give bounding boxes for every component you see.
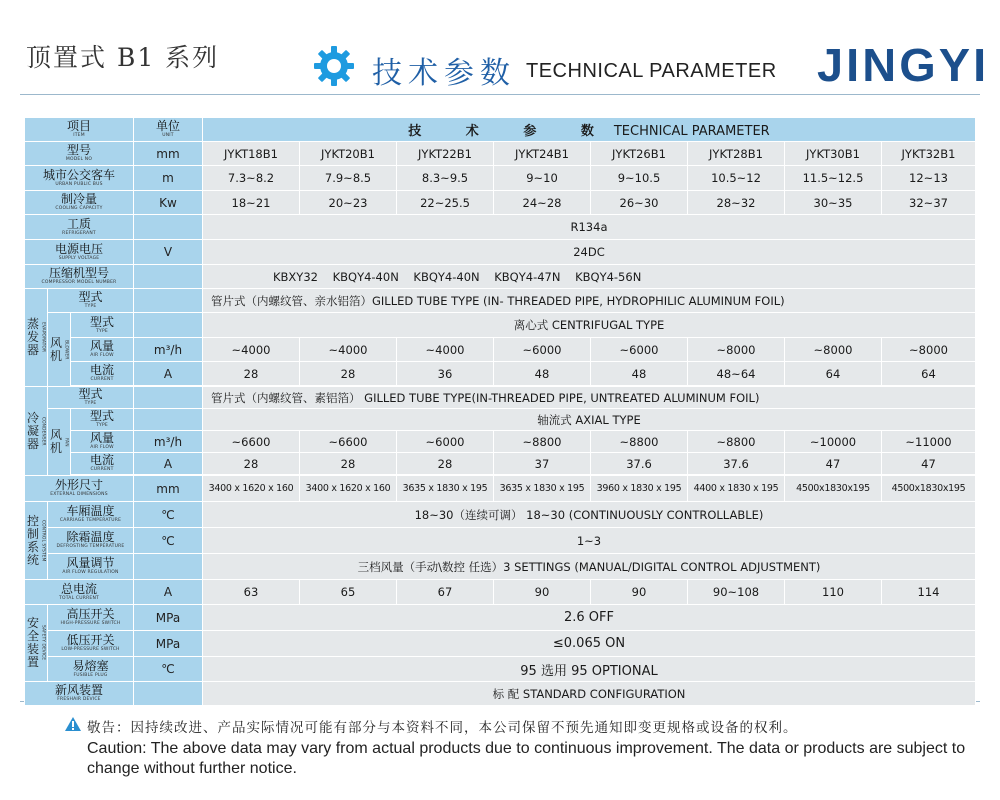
table-row [25, 502, 976, 528]
model-cell: JYKT26B1 [591, 142, 688, 166]
total-current-cell: 65 [300, 580, 397, 605]
evap-current-cell: 64 [882, 362, 976, 386]
row-label-fan-adjust: 风量调节 AIR FLOW REGULATION [48, 554, 134, 580]
total-current-cell: 90~108 [688, 580, 785, 605]
group-label-fan: 风机 FAN [48, 409, 71, 476]
cond-airflow-cell: ~10000 [785, 431, 882, 453]
caution-text-cn: 敬告：因持续改进、产品实际情况可能有部分与本资料不同，本公司保留不预先通知即变更规格或设备的权利。 [87, 720, 798, 736]
table-row [25, 431, 976, 453]
bus-length-cell: 11.5~12.5 [785, 166, 882, 191]
table-row [25, 240, 976, 265]
row-label-bus: 城市公交客车 URBAN PUBLIC BUS [25, 166, 134, 191]
cooling-cell: 24~28 [494, 191, 591, 215]
row-label-dimensions: 外形尺寸 EXTERNAL DIMENSIONS [25, 476, 134, 502]
compressor-value: KBXY32 KBQY4-40N KBQY4-40N KBQY4-47N KBQY4-56N [203, 265, 976, 289]
dimension-cell: 3400 x 1620 x 160 [300, 476, 397, 502]
table-row [25, 476, 976, 502]
cooling-cell: 30~35 [785, 191, 882, 215]
row-label-voltage: 电源电压 SUPPLY VOLTAGE [25, 240, 134, 265]
row-label-low-pressure: 低压开关 LOW-PRESSURE SWITCH [48, 631, 134, 657]
bus-length-cell: 8.3~9.5 [397, 166, 494, 191]
model-cell: JYKT18B1 [203, 142, 300, 166]
cond-current-cell: 37.6 [688, 453, 785, 475]
row-label-evap-type: 型式 TYPE [48, 289, 134, 313]
row-unit: mm [134, 142, 203, 166]
header-title-cn: 技术参数 [372, 56, 516, 91]
cond-current-cell: 47 [882, 453, 976, 475]
group-label-condenser: 冷凝器 CONDENSER [25, 387, 48, 476]
table-row [25, 631, 976, 657]
table-row [25, 409, 976, 431]
row-unit: Kw [134, 191, 203, 215]
row-unit: m³/h [134, 338, 203, 362]
table-row [25, 554, 976, 580]
series-title: 顶置式 B1 系列 [26, 43, 220, 72]
cooling-cell: 22~25.5 [397, 191, 494, 215]
unit-header: 单位 UNIT [134, 118, 203, 142]
row-label-fusible: 易熔塞 FUSIBLE PLUG [48, 657, 134, 682]
cond-airflow-cell: ~6600 [300, 431, 397, 453]
cooling-cell: 28~32 [688, 191, 785, 215]
cond-current-cell: 28 [300, 453, 397, 475]
high-pressure-value: 2.6 OFF [203, 605, 976, 631]
row-unit: A [134, 362, 203, 386]
row-label-defrost-temp: 除霜温度 DEFROSTING TEMPERATURE [48, 528, 134, 554]
evap-current-cell: 28 [203, 362, 300, 386]
row-unit: A [134, 580, 203, 605]
cooling-cell: 26~30 [591, 191, 688, 215]
row-label-cond-type: 型式 TYPE [48, 387, 134, 409]
total-current-cell: 90 [494, 580, 591, 605]
header-divider [20, 94, 980, 95]
low-pressure-value: ≤0.065 ON [203, 631, 976, 657]
table-row [25, 215, 976, 240]
fan-type-value: 轴流式 AXIAL TYPE [203, 409, 976, 431]
row-unit [134, 387, 203, 409]
total-current-cell: 114 [882, 580, 976, 605]
row-label-cooling: 制冷量 COOLING CAPACITY [25, 191, 134, 215]
row-unit [134, 554, 203, 580]
evap-current-cell: 48 [494, 362, 591, 386]
evap-airflow-cell: ~8000 [882, 338, 976, 362]
row-unit [134, 265, 203, 289]
cond-airflow-cell: ~8800 [494, 431, 591, 453]
cond-current-cell: 37 [494, 453, 591, 475]
evap-current-cell: 28 [300, 362, 397, 386]
evap-airflow-cell: ~8000 [785, 338, 882, 362]
table-row [25, 528, 976, 554]
cooling-cell: 18~21 [203, 191, 300, 215]
model-cell: JYKT30B1 [785, 142, 882, 166]
bus-length-cell: 7.9~8.5 [300, 166, 397, 191]
row-label-model: 型号 MODEL NO [25, 142, 134, 166]
cond-airflow-cell: ~11000 [882, 431, 976, 453]
fan-adjust-value: 三档风量（手动\数控 任选）3 SETTINGS (MANUAL/DIGITAL CONTROL ADJUSTMENT) [203, 554, 976, 580]
bus-length-cell: 12~13 [882, 166, 976, 191]
cond-type-value: 管片式（内螺纹管、素铝箔） GILLED TUBE TYPE(IN-THREADED PIPE, UNTREATED ALUMINUM FOIL) [203, 387, 976, 409]
evap-current-cell: 36 [397, 362, 494, 386]
item-header: 项目 ITEM [25, 118, 134, 142]
row-unit: m³/h [134, 431, 203, 453]
row-label-evap-airflow: 风量 AIR FLOW [71, 338, 134, 362]
bus-length-cell: 9~10 [494, 166, 591, 191]
bus-length-cell: 9~10.5 [591, 166, 688, 191]
evap-airflow-cell: ~4000 [397, 338, 494, 362]
evap-airflow-cell: ~6000 [494, 338, 591, 362]
evap-type-value: 管片式（内螺纹管、亲水铝箔）GILLED TUBE TYPE (IN- THREADED PIPE, HYDROPHILIC ALUMINUM FOIL) [203, 289, 976, 313]
row-unit: ℃ [134, 657, 203, 682]
table-row [25, 289, 976, 313]
row-label-high-pressure: 高压开关 HIGH-PRESSURE SWITCH [48, 605, 134, 631]
evap-airflow-cell: ~8000 [688, 338, 785, 362]
cond-airflow-cell: ~8800 [688, 431, 785, 453]
cabin-temp-value: 18~30（连续可调） 18~30 (CONTINUOUSLY CONTROLLABLE) [203, 502, 976, 528]
dimension-cell: 4400 x 1830 x 195 [688, 476, 785, 502]
model-cell: JYKT22B1 [397, 142, 494, 166]
table-row [25, 191, 976, 215]
evap-airflow-cell: ~4000 [203, 338, 300, 362]
total-current-cell: 110 [785, 580, 882, 605]
row-label-blower-type: 型式 TYPE [71, 313, 134, 338]
cooling-cell: 32~37 [882, 191, 976, 215]
total-current-cell: 90 [591, 580, 688, 605]
row-unit: ℃ [134, 502, 203, 528]
voltage-value: 24DC [203, 240, 976, 265]
table-title: 技 术 参 数TECHNICAL PARAMETER [203, 118, 976, 142]
evap-current-cell: 64 [785, 362, 882, 386]
dimension-cell: 3960 x 1830 x 195 [591, 476, 688, 502]
table-row [25, 142, 976, 166]
row-unit: MPa [134, 631, 203, 657]
table-row [25, 453, 976, 475]
header-title-en: TECHNICAL PARAMETER [526, 60, 777, 82]
table-row [25, 682, 976, 706]
row-label-compressor: 压缩机型号 COMPRESSOR MODEL NUMBER [25, 265, 134, 289]
fusible-value: 95 选用 95 OPTIONAL [203, 657, 976, 682]
row-label-cond-current: 电流 CURRENT [71, 453, 134, 475]
row-unit [134, 682, 203, 706]
cond-current-cell: 28 [203, 453, 300, 475]
bus-length-cell: 7.3~8.2 [203, 166, 300, 191]
row-unit: A [134, 453, 203, 475]
spec-table [24, 117, 976, 706]
caution-text-en: Caution: The above data may vary from actual products due to continuous improvement. The data or products are subject to change without further notice. [87, 740, 966, 777]
bus-length-cell: 10.5~12 [688, 166, 785, 191]
row-unit [134, 409, 203, 431]
row-unit: m [134, 166, 203, 191]
table-row [25, 313, 976, 338]
table-row [25, 580, 976, 605]
table-header-row [25, 118, 976, 142]
defrost-temp-value: 1~3 [203, 528, 976, 554]
group-label-blower: 风机 BLOWER [48, 313, 71, 387]
row-label-cond-airflow: 风量 AIR FLOW [71, 431, 134, 453]
row-label-fresh-air: 新风装置 FRESHAIR DEVICE [25, 682, 134, 706]
row-label-cabin-temp: 车厢温度 CARRIAGE TEMPERATURE [48, 502, 134, 528]
row-unit: MPa [134, 605, 203, 631]
dimension-cell: 3400 x 1620 x 160 [203, 476, 300, 502]
table-row [25, 265, 976, 289]
cond-airflow-cell: ~8800 [591, 431, 688, 453]
row-label-total-current: 总电流 TOTAL CURRENT [25, 580, 134, 605]
blower-type-value: 离心式 CENTRIFUGAL TYPE [203, 313, 976, 338]
brand-logo: JINGYI [817, 39, 990, 91]
cond-current-cell: 47 [785, 453, 882, 475]
cond-airflow-cell: ~6000 [397, 431, 494, 453]
evap-current-cell: 48 [591, 362, 688, 386]
table-row [25, 605, 976, 631]
refrigerant-value: R134a [203, 215, 976, 240]
total-current-cell: 67 [397, 580, 494, 605]
group-label-safety: 安全装置 SAFETY DEVICE [25, 605, 48, 682]
row-label-evap-current: 电流 CURRENT [71, 362, 134, 386]
model-cell: JYKT24B1 [494, 142, 591, 166]
row-unit [134, 289, 203, 313]
cond-airflow-cell: ~6600 [203, 431, 300, 453]
table-row [25, 657, 976, 682]
fresh-air-value: 标 配 STANDARD CONFIGURATION [203, 682, 976, 706]
table-row [25, 338, 976, 362]
group-label-evaporator: 蒸发器 EVAPORATOR [25, 289, 48, 387]
group-label-control: 控制系统 CONTROL SYSTEM [25, 502, 48, 580]
cooling-cell: 20~23 [300, 191, 397, 215]
dimension-cell: 4500x1830x195 [882, 476, 976, 502]
evap-airflow-cell: ~6000 [591, 338, 688, 362]
model-cell: JYKT28B1 [688, 142, 785, 166]
table-row [25, 166, 976, 191]
dimension-cell: 4500x1830x195 [785, 476, 882, 502]
warning-icon [64, 716, 82, 732]
table-row [25, 362, 976, 386]
dimension-cell: 3635 x 1830 x 195 [494, 476, 591, 502]
cond-current-cell: 28 [397, 453, 494, 475]
row-unit: mm [134, 476, 203, 502]
cond-current-cell: 37.6 [591, 453, 688, 475]
row-unit [134, 313, 203, 338]
row-unit: ℃ [134, 528, 203, 554]
model-cell: JYKT20B1 [300, 142, 397, 166]
table-row [25, 387, 976, 409]
model-cell: JYKT32B1 [882, 142, 976, 166]
evap-airflow-cell: ~4000 [300, 338, 397, 362]
total-current-cell: 63 [203, 580, 300, 605]
dimension-cell: 3635 x 1830 x 195 [397, 476, 494, 502]
gear-icon [312, 44, 356, 88]
row-label-refrigerant: 工质 REFRIGERANT [25, 215, 134, 240]
row-unit [134, 215, 203, 240]
row-unit: V [134, 240, 203, 265]
row-label-fan-type: 型式 TYPE [71, 409, 134, 431]
evap-current-cell: 48~64 [688, 362, 785, 386]
